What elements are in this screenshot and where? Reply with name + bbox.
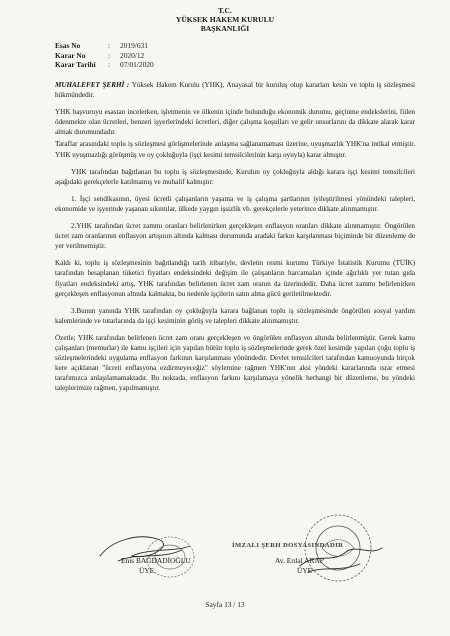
left-signer-name: Enis BAĞDADİOĞLU [121,556,191,565]
signed-dissent-stamp: İMZALI ŞERH DOSYASINDADIR [232,542,344,549]
karar-separator: : [108,50,111,60]
page-number: Sayfa 13 / 13 [205,600,245,609]
right-signature-block [275,556,324,576]
case-metadata [55,41,154,70]
dissent-label: MUHALEFET ŞERHİ : [55,81,130,89]
paragraph-point-2: 2.YHK tarafından ücret zammı oranları belirlenirken gerçekleşen enflasyon oranları dikkate alınmamıştır. Öngörülen ücret zam oranlarının enflasyon artışının altında kalması durumunda aradaki farkın karşılanması biçiminde bir düzenleme de yer verilmemiştir. [55,222,415,251]
right-signer-title: ÜYE [297,566,313,575]
paragraph-point-3: 3.Bunun yanında YHK tarafından oy çokluğuyla karara bağlanan toplu iş sözleşmesinde öngörülen sosyal yardım kalemlerinde ve tutarlarında da işçi kesiminin görüş ve talepleri dikkate alınmamıştır. [55,306,415,325]
left-signer-title: ÜYE [139,566,155,575]
esas-separator: : [108,41,111,50]
left-signature-block [121,556,191,576]
tarih-value: 07/01/2020 [120,60,154,70]
esas-label: Esas No [55,41,81,50]
paragraph-evaluation: YHK başvuruyu esastan incelerken, işletmenin ve ülkenin içinde bulunduğu ekonomik durumu, geçinme endekslerini, fiilen ödenmekte olan ücretleri, benzeri işyerlerindeki ücretleri, diğer çalışma koşulları ve gelir unsurlarını da dikkate alarak karar almak durumundadır. [55,108,415,137]
karar-value: 2020/12 [120,50,145,60]
esas-value: 2019/631 [120,41,148,50]
header-presidency: BAŞKANLIĞI [200,24,250,33]
paragraph-point-1: 1. İşçi sendikasının, üyesi ücretli çalışanların yaşama ve iş çalışma şartlarının iyileştirilmesi yönündeki talepleri, ekonomide ve işyerinde yaşanan sıkıntılar, ülkede yaygın işsizlik vb. gerekçelerle yeterince dikkate alınmamıştır. [55,194,415,213]
right-signer-name: Av. Erdal ARAP [275,556,324,565]
paragraph-tuik: Kaldı ki, toplu iş sözleşmesinin bağıtlandığı tarih itibariyle, devletin resmi kurumu Türkiye İstatistik Kurumu (TÜİK) tarafından hesaplanan tüketici fiyatları endeksindeki değişim ile çalışanların harcamaları içinde ağırlıklı yer tutan gıda fiyatları endeksindeki artış, YHK tarafından belirlenen ücret zam oranın da üzerindedir. Daha ücret zammı belirlenirken gerçekleşen enflasyonun altında kalmakta, bu nedenle işçilerin satın alma gücü geriletilmektedir. [55,259,415,298]
paragraph-dispute: Taraflar arasındaki toplu iş sözleşmesi görüşmelerinde anlaşma sağlanamaması üzerine, uyuşmazlık YHK'na intikal etmiştir. YHK uyuşmazlığı görüşmüş ve oy çokluğuyla (işçi kesimi temsilcilerinin karşı oyuyla) karar almıştır. [55,140,415,159]
tarih-label: Karar Tarihi [55,60,96,70]
intro-text: Yüksek Hakem Kurulu (YHK), Anayasal bir kuruluş olup kararları kesin ve toplu iş sözleşmesi hükmündedir. [55,81,415,100]
dissent-body [55,80,415,400]
paragraph-objection: YHK tarafından bağıtlanan bu toplu iş sözleşmesinde, Kurulun oy çokluğuyla aldığı karara işçi kesimi temsilcileri aşağıdaki gerekçelerle katılmamış ve muhalif kalmıştır: [55,167,415,186]
karar-label: Karar No [55,50,86,60]
header-tc: T.C. [218,6,232,15]
tarih-separator: : [108,60,111,70]
header-institution: YÜKSEK HAKEM KURULU [175,15,275,24]
paragraph-summary: Özetle; YHK tarafından belirlenen ücret zam oranı gerçekleşen ve öngörülen enflasyon altında belirlenmiştir. Gerek kamu çalışanları (memurlar) ile kamu işçileri için yapılan bütün toplu iş sözleşmelerinde gerek özel kesimde yapılan çoğu toplu iş sözleşmelerindeki uygulama enflasyon farkının karşılanması yönündedir. Devlet temsilcileri tarafından kamuoyunda birçok kere açıklanan "ücreti enflasyona ezdirmeyeceğiz" söylemine rağmen YHK'nın aksi yöndeki kararlarında ısrar etmesi tarafımızca anlaşılamamaktadır. Bu noktada, enflasyon farkını karşılamaya yönelik herhangi bir düzenleme, bu yöndeki taleplerimize rağmen, yapılmamıştır. [55,333,415,393]
paragraph-intro [55,80,415,100]
